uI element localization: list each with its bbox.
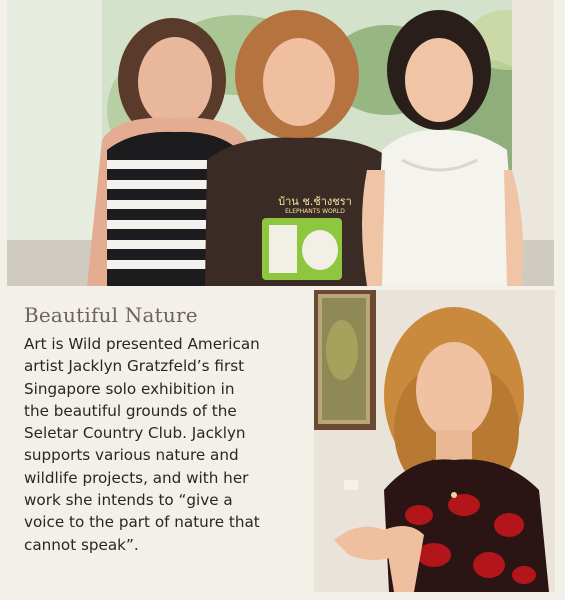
article-body — [24, 333, 308, 556]
body-line: artist Jacklyn Gratzfeld’s first — [24, 357, 245, 376]
body-line: work she intends to “give a — [24, 491, 233, 510]
body-line: Seletar Country Club. Jacklyn — [24, 424, 246, 443]
article-title: Beautiful Nature — [24, 303, 198, 327]
body-line: Art is Wild presented American — [24, 335, 260, 353]
body-line: Singapore solo exhibition in — [24, 379, 235, 398]
body-line: supports various nature and — [24, 446, 239, 465]
body-line: wildlife projects, and with her — [24, 468, 249, 487]
group-photo — [7, 0, 554, 286]
shirt-text-english: ELEPHANTS WORLD — [285, 208, 345, 215]
group-photo-illustration — [7, 0, 554, 286]
body-line: voice to the part of nature that — [24, 513, 260, 532]
artist-portrait-illustration — [314, 290, 555, 592]
shirt-text-thai: บ้าน ช.ช้างชรา — [278, 195, 352, 208]
body-line: cannot speak”. — [24, 535, 139, 554]
shirt-text — [255, 196, 375, 216]
artist-portrait-photo — [314, 290, 555, 592]
body-line: the beautiful grounds of the — [24, 401, 237, 420]
